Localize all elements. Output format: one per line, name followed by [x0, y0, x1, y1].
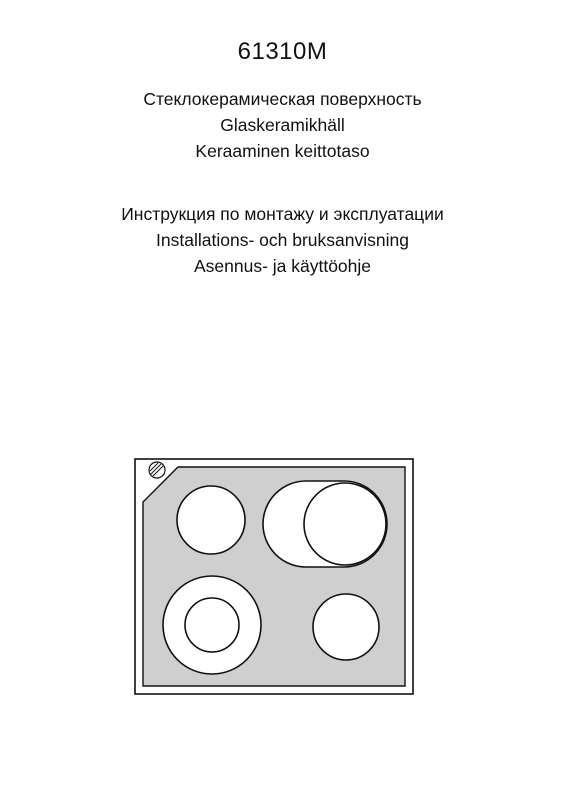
manual-title-sv: Installations- och bruksanvisning [156, 230, 409, 250]
hob-illustration [134, 458, 414, 695]
cooking-zone-front-left-inner [185, 598, 239, 652]
manual-title-block [0, 201, 565, 279]
product-name-ru: Стеклокерамическая поверхность [143, 89, 422, 109]
model-number: 61310M [237, 38, 328, 65]
cooking-zone-rear-left [177, 486, 245, 554]
product-name-fi: Keraaminen keittotaso [195, 141, 370, 161]
manual-title-ru: Инструкция по монтажу и эксплуатации [121, 204, 444, 224]
product-name-block [0, 86, 565, 164]
cooking-zone-rear-right-inner [304, 483, 386, 565]
logo-mark-icon [149, 462, 165, 478]
manual-title-fi: Asennus- ja käyttöohje [193, 256, 372, 276]
product-name-sv: Glaskeramikhäll [220, 115, 345, 135]
cooking-zone-front-right [313, 594, 379, 660]
